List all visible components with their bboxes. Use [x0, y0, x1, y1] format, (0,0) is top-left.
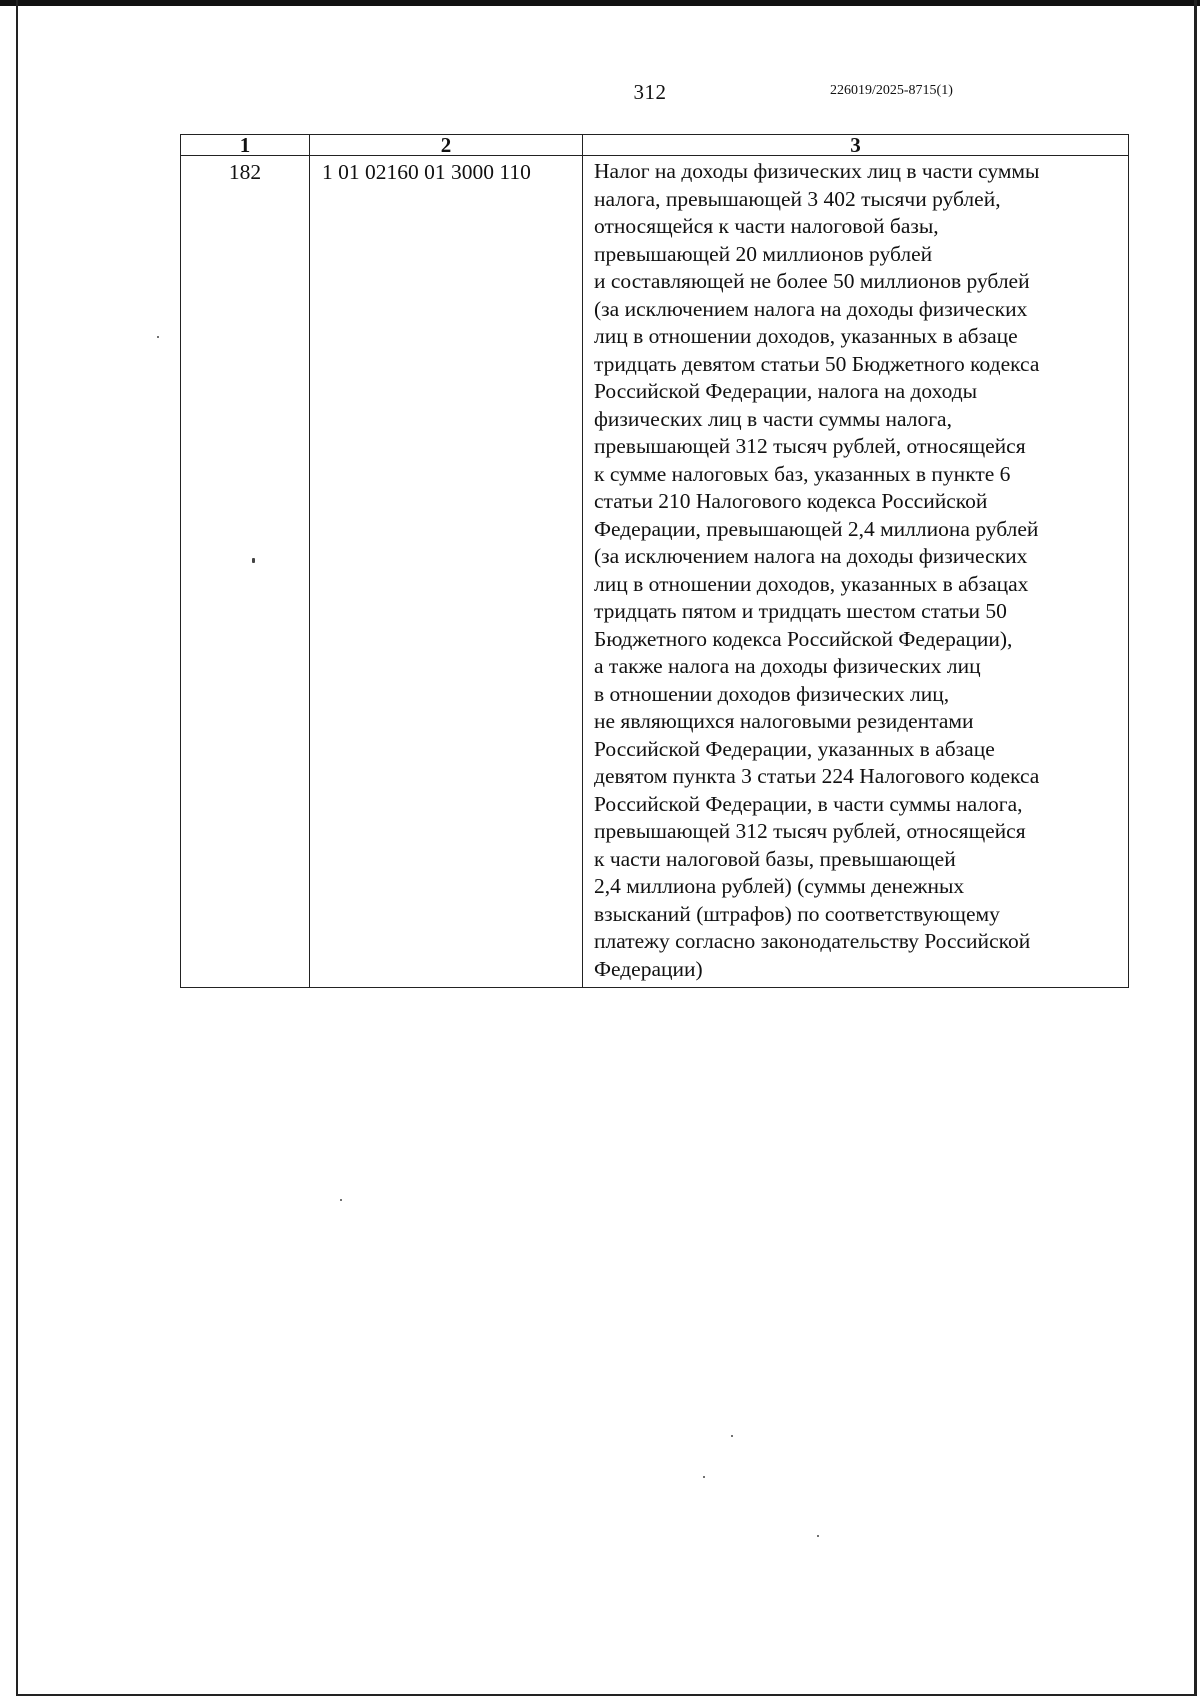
scan-speck [252, 558, 255, 563]
scan-speck [340, 1199, 342, 1201]
description-line: Российской Федерации, налога на доходы [594, 379, 978, 403]
page-number: 312 [633, 80, 667, 104]
scan-speck [731, 1435, 733, 1437]
description-line: физических лиц в части суммы налога, [594, 406, 952, 431]
description-line: Федерации, превышающей 2,4 миллиона рублей [594, 516, 1039, 541]
budget-classification-code-cell: 1 01 02160 01 3000 110 [310, 156, 583, 988]
description-line: девятом пункта 3 статьи 224 Налогового кодекса [594, 764, 1040, 788]
description-line: налога, превышающей 3 402 тысячи рублей, [594, 186, 1001, 211]
description-line: тридцать пятом и тридцать шестом статьи 50 [594, 599, 1007, 623]
column-header-2: 2 [310, 135, 583, 156]
description-line: лиц в отношении доходов, указанных в абзаце [594, 324, 1018, 348]
description-line: тридцать девятом статьи 50 Бюджетного кодекса [594, 351, 1040, 376]
description-line: и составляющей не более 50 миллионов рублей [594, 269, 1030, 293]
scan-speck [703, 1476, 705, 1478]
document-id: 226019/2025-8715(1) [830, 83, 953, 98]
description-line: превышающей 20 миллионов рублей [594, 241, 933, 266]
description-line: статьи 210 Налогового кодекса Российской [594, 489, 988, 513]
description-line: лиц в отношении доходов, указанных в абзацах [594, 571, 1029, 596]
description-line: Российской Федерации, в части суммы налога, [594, 791, 1023, 816]
description-line: к сумме налоговых баз, указанных в пункте 6 [594, 461, 1011, 486]
description-line: не являющихся налоговыми резидентами [594, 709, 974, 733]
description-line: относящейся к части налоговой базы, [594, 214, 939, 238]
description-line: Федерации) [594, 956, 703, 981]
description-line: (за исключением налога на доходы физических [594, 544, 1028, 568]
description-line: (за исключением налога на доходы физических [594, 296, 1028, 321]
description-line: превышающей 312 тысяч рублей, относящейся [594, 819, 1026, 843]
description-line: Налог на доходы физических лиц в части суммы [594, 159, 1040, 183]
description-line: Бюджетного кодекса Российской Федерации), [594, 626, 1013, 651]
admin-code-cell: 182 [181, 156, 310, 988]
description-line: превышающей 312 тысяч рублей, относящейся [594, 434, 1026, 458]
description-line: платежу согласно законодательству Российской [594, 929, 1031, 953]
description-line: 2,4 миллиона рублей) (суммы денежных [594, 874, 965, 898]
description-line: к части налоговой базы, превышающей [594, 846, 956, 871]
budget-code-table-container [180, 134, 1128, 988]
scan-speck [157, 336, 159, 338]
scan-speck [817, 1535, 819, 1537]
column-header-1: 1 [181, 135, 310, 156]
income-description-cell [583, 156, 1129, 988]
description-line: в отношении доходов физических лиц, [594, 681, 950, 706]
table-header-row [181, 135, 1129, 156]
column-header-3: 3 [583, 135, 1129, 156]
table-row [181, 156, 1129, 988]
description-line: Российской Федерации, указанных в абзаце [594, 736, 995, 761]
description-line: а также налога на доходы физических лиц [594, 654, 981, 678]
budget-code-table [180, 134, 1129, 988]
description-line: взысканий (штрафов) по соответствующему [594, 901, 1000, 926]
